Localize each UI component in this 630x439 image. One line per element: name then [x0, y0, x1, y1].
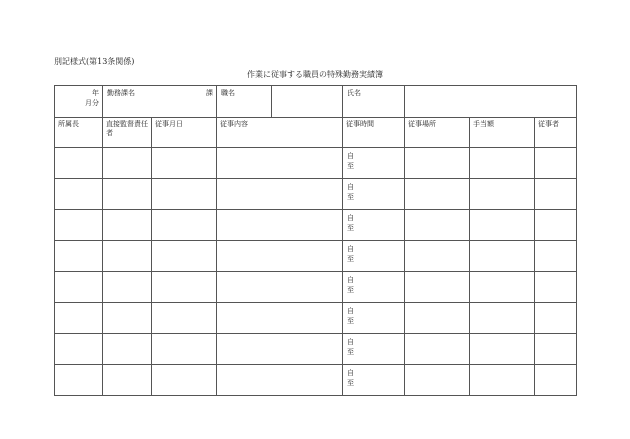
time-to-label: 至: [347, 255, 354, 263]
work-date-cell[interactable]: [152, 148, 217, 179]
work-content-cell[interactable]: [217, 272, 343, 303]
chief-cell[interactable]: [55, 210, 103, 241]
work-time-cell[interactable]: [343, 334, 405, 365]
allowance-cell[interactable]: [470, 179, 535, 210]
header-row: [55, 86, 577, 118]
worker-cell[interactable]: [535, 272, 577, 303]
time-from-label: 自: [347, 183, 354, 191]
col-header-work-content: 従事内容: [217, 118, 343, 148]
work-place-cell[interactable]: [405, 365, 470, 396]
worker-cell[interactable]: [535, 365, 577, 396]
chief-cell[interactable]: [55, 241, 103, 272]
time-from-label: 自: [347, 152, 354, 160]
chief-cell[interactable]: [55, 179, 103, 210]
work-place-cell[interactable]: [405, 303, 470, 334]
allowance-cell[interactable]: [470, 210, 535, 241]
work-time-cell[interactable]: [343, 241, 405, 272]
work-date-cell[interactable]: [152, 334, 217, 365]
table-row: [55, 303, 577, 334]
work-content-cell[interactable]: [217, 179, 343, 210]
col-header-supervisor: 直接監督責任者: [103, 118, 152, 148]
time-to-label: 至: [347, 224, 354, 232]
work-content-cell[interactable]: [217, 365, 343, 396]
work-place-cell[interactable]: [405, 179, 470, 210]
time-to-label: 至: [347, 348, 354, 356]
col-header-chief: 所属長: [55, 118, 103, 148]
time-to-label: 至: [347, 286, 354, 294]
column-header-row: [55, 118, 577, 148]
supervisor-cell[interactable]: [103, 334, 152, 365]
chief-cell[interactable]: [55, 365, 103, 396]
time-from-label: 自: [347, 245, 354, 253]
worker-cell[interactable]: [535, 210, 577, 241]
table-row: [55, 241, 577, 272]
allowance-cell[interactable]: [470, 334, 535, 365]
time-from-label: 自: [347, 276, 354, 284]
work-date-cell[interactable]: [152, 303, 217, 334]
dept-label: 勤務課名: [107, 89, 135, 97]
work-date-cell[interactable]: [152, 272, 217, 303]
time-from-label: 自: [347, 307, 354, 315]
chief-cell[interactable]: [55, 303, 103, 334]
work-time-cell[interactable]: [343, 210, 405, 241]
table-row: [55, 365, 577, 396]
supervisor-cell[interactable]: [103, 365, 152, 396]
work-time-cell[interactable]: [343, 272, 405, 303]
form-caption: 別記様式(第13条関係): [54, 57, 135, 66]
table-row: [55, 210, 577, 241]
worker-cell[interactable]: [535, 334, 577, 365]
name-label-cell: 氏名: [343, 86, 405, 118]
supervisor-cell[interactable]: [103, 179, 152, 210]
work-content-cell[interactable]: [217, 334, 343, 365]
worker-cell[interactable]: [535, 148, 577, 179]
work-place-cell[interactable]: [405, 210, 470, 241]
work-content-cell[interactable]: [217, 303, 343, 334]
time-from-label: 自: [347, 369, 354, 377]
chief-cell[interactable]: [55, 148, 103, 179]
supervisor-cell[interactable]: [103, 148, 152, 179]
work-place-cell[interactable]: [405, 334, 470, 365]
time-to-label: 至: [347, 379, 354, 387]
month-label: 月分: [85, 99, 99, 107]
allowance-cell[interactable]: [470, 303, 535, 334]
work-content-cell[interactable]: [217, 210, 343, 241]
col-header-worker: 従事者: [535, 118, 577, 148]
position-value-cell[interactable]: [272, 86, 343, 118]
table-row: [55, 179, 577, 210]
allowance-cell[interactable]: [470, 365, 535, 396]
supervisor-cell[interactable]: [103, 272, 152, 303]
table-row: [55, 334, 577, 365]
worker-cell[interactable]: [535, 241, 577, 272]
work-content-cell[interactable]: [217, 148, 343, 179]
year-month-cell[interactable]: [55, 86, 103, 118]
time-to-label: 至: [347, 162, 354, 170]
work-date-cell[interactable]: [152, 179, 217, 210]
year-label: 年: [92, 89, 99, 97]
col-header-work-time: 従事時間: [343, 118, 405, 148]
position-label-cell: 職名: [217, 86, 272, 118]
work-place-cell[interactable]: [405, 241, 470, 272]
chief-cell[interactable]: [55, 272, 103, 303]
supervisor-cell[interactable]: [103, 241, 152, 272]
work-time-cell[interactable]: [343, 148, 405, 179]
work-time-cell[interactable]: [343, 303, 405, 334]
work-date-cell[interactable]: [152, 241, 217, 272]
allowance-cell[interactable]: [470, 272, 535, 303]
supervisor-cell[interactable]: [103, 210, 152, 241]
work-time-cell[interactable]: [343, 365, 405, 396]
col-header-work-place: 従事場所: [405, 118, 470, 148]
form-title: 作業に従事する職員の特殊勤務実績簿: [247, 70, 383, 79]
name-value-cell[interactable]: [405, 86, 577, 118]
worker-cell[interactable]: [535, 179, 577, 210]
work-date-cell[interactable]: [152, 365, 217, 396]
time-from-label: 自: [347, 214, 354, 222]
chief-cell[interactable]: [55, 334, 103, 365]
worker-cell[interactable]: [535, 303, 577, 334]
time-to-label: 至: [347, 193, 354, 201]
work-date-cell[interactable]: [152, 210, 217, 241]
col-header-work-date: 従事月日: [152, 118, 217, 148]
supervisor-cell[interactable]: [103, 303, 152, 334]
work-content-cell[interactable]: [217, 241, 343, 272]
table-row: [55, 272, 577, 303]
work-place-cell[interactable]: [405, 272, 470, 303]
work-record-table: [54, 85, 577, 396]
time-to-label: 至: [347, 317, 354, 325]
allowance-cell[interactable]: [470, 241, 535, 272]
time-from-label: 自: [347, 338, 354, 346]
work-place-cell[interactable]: [405, 148, 470, 179]
col-header-allowance: 手当額: [470, 118, 535, 148]
dept-suffix: 課: [206, 89, 213, 97]
dept-cell[interactable]: [103, 86, 217, 118]
table-row: [55, 148, 577, 179]
work-time-cell[interactable]: [343, 179, 405, 210]
allowance-cell[interactable]: [470, 148, 535, 179]
